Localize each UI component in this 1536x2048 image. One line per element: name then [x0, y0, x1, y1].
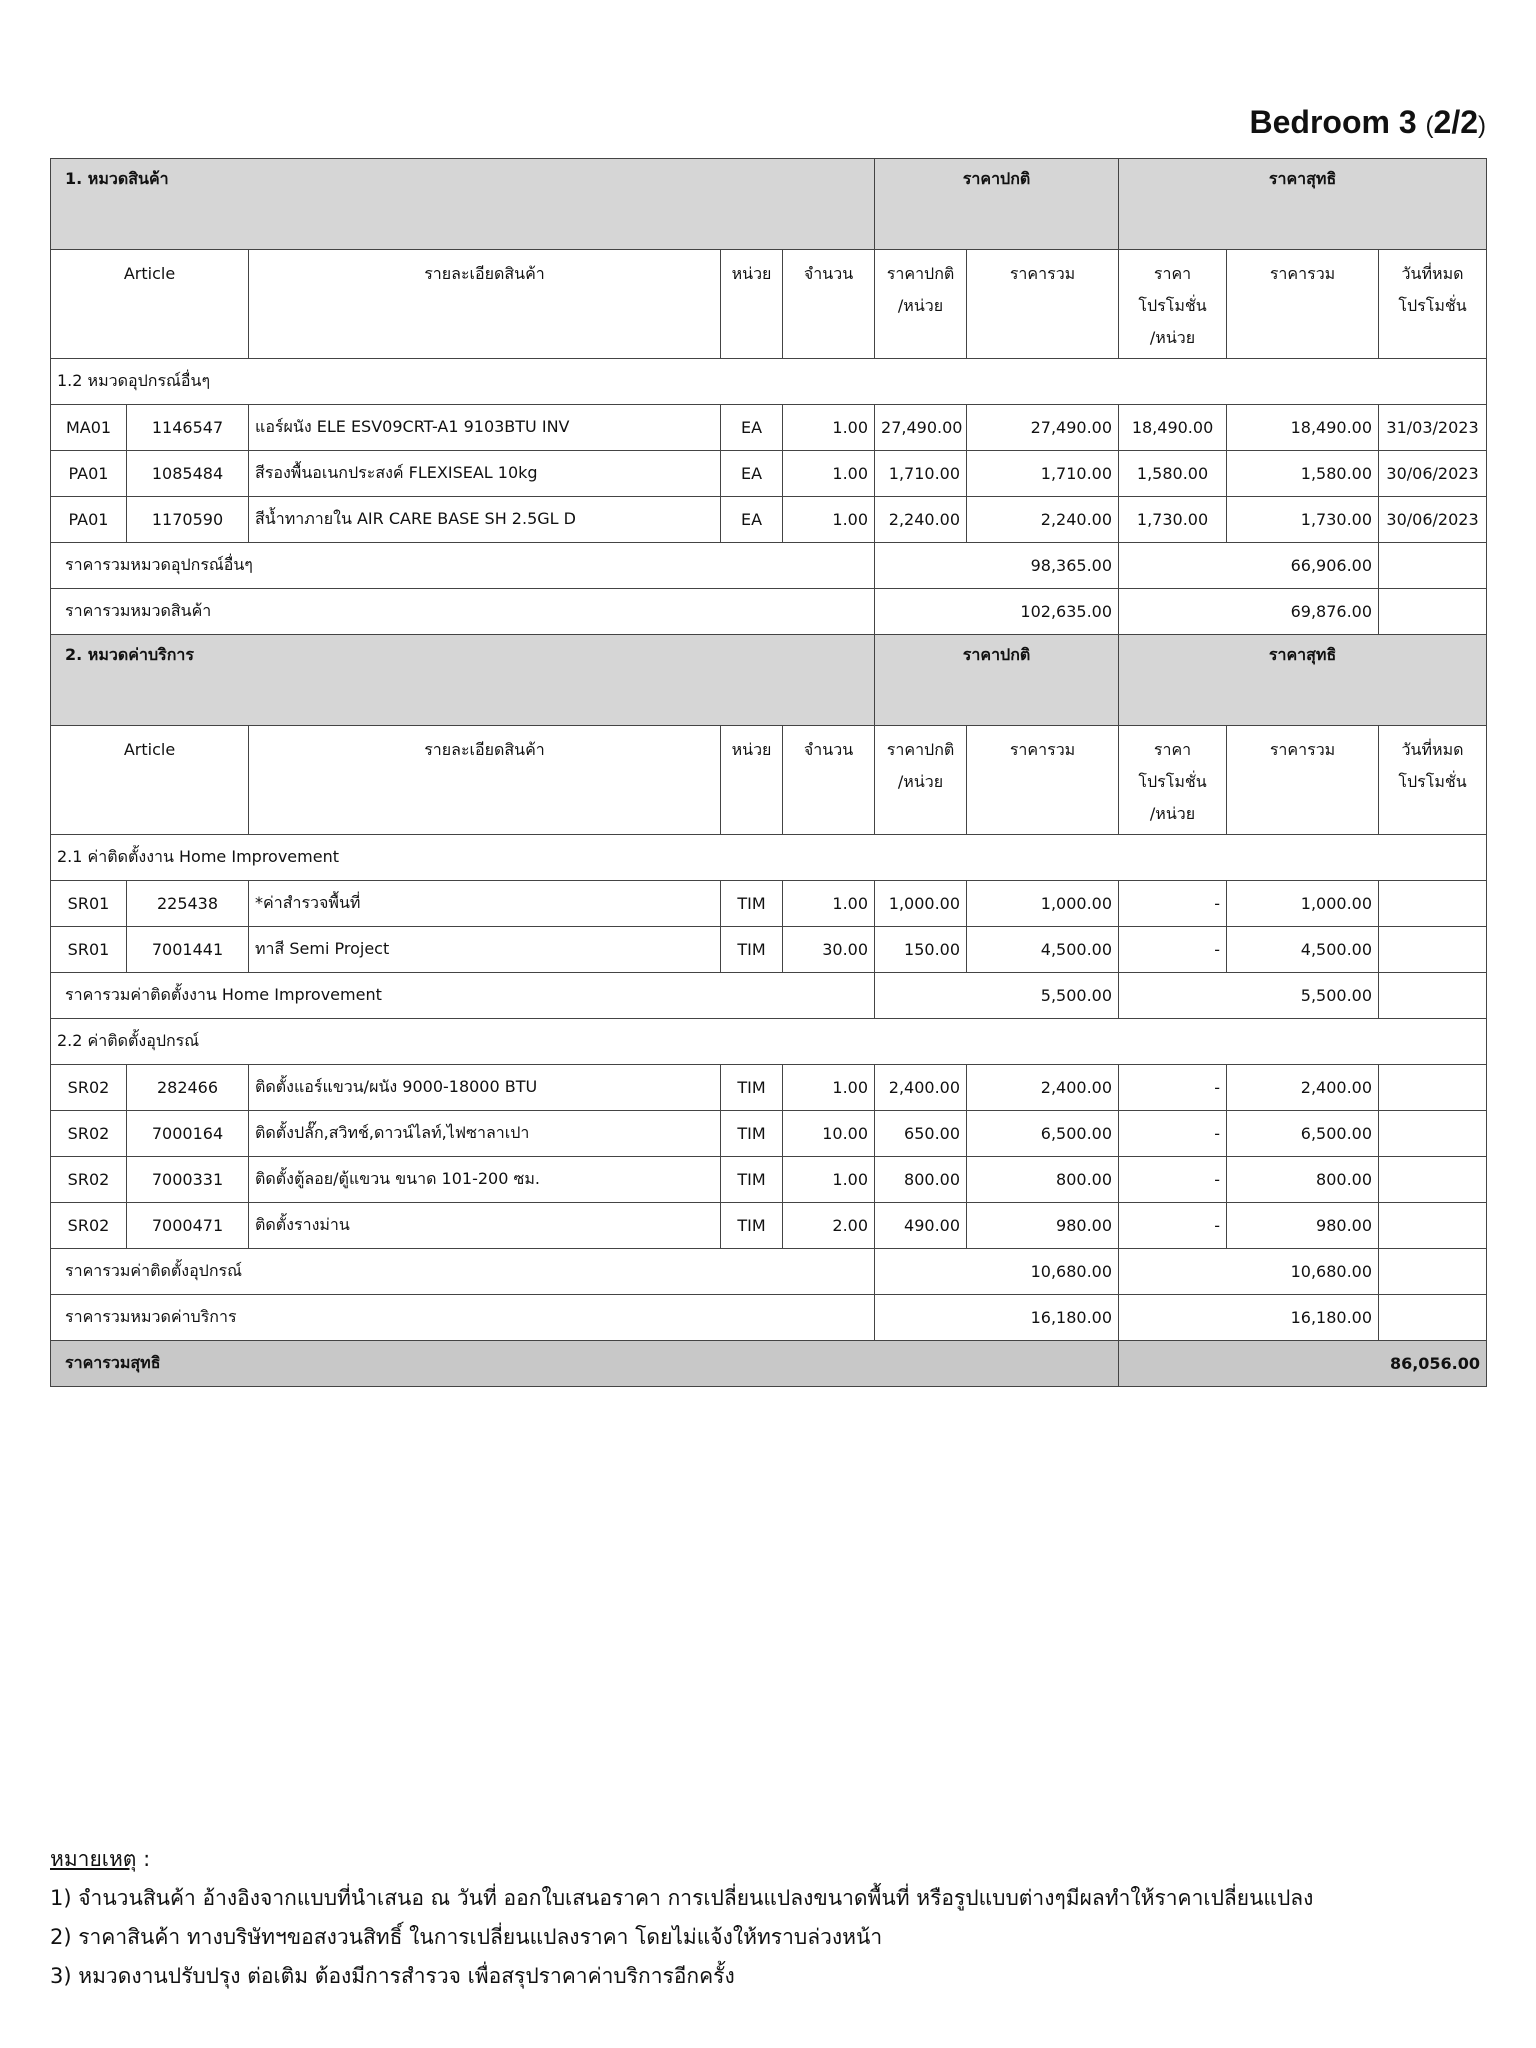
item-promo-total: 4,500.00 — [1227, 927, 1379, 973]
group-subtotal-net: 5,500.00 — [1119, 973, 1379, 1019]
col-unit-price-line2: /หน่วย — [897, 772, 944, 791]
group-subtotal — [51, 1249, 1487, 1295]
item-code: SR02 — [51, 1157, 127, 1203]
table-row — [51, 1065, 1487, 1111]
item-quantity: 2.00 — [783, 1203, 875, 1249]
col-unit: หน่วย — [721, 726, 783, 835]
group-subtotal-normal: 5,500.00 — [875, 973, 1119, 1019]
notes-heading-text: หมายเหตุ — [50, 1847, 137, 1871]
group-title-row — [51, 359, 1487, 405]
item-unit-price: 1,000.00 — [875, 881, 967, 927]
item-unit-price: 650.00 — [875, 1111, 967, 1157]
normal-price-header: ราคาปกติ — [875, 635, 1119, 726]
item-description: ติดตั้งตู้ลอย/ตู้แขวน ขนาด 101-200 ซม. — [249, 1157, 721, 1203]
col-total: ราคารวม — [967, 250, 1119, 359]
item-unit-price: 150.00 — [875, 927, 967, 973]
item-code: SR01 — [51, 881, 127, 927]
item-unit-price: 2,240.00 — [875, 497, 967, 543]
item-promo-end: 31/03/2023 — [1379, 405, 1487, 451]
col-unit-price-line1: ราคาปกติ — [886, 264, 955, 283]
item-total: 980.00 — [967, 1203, 1119, 1249]
item-code: SR02 — [51, 1065, 127, 1111]
col-quantity: จำนวน — [783, 726, 875, 835]
normal-price-header: ราคาปกติ — [875, 159, 1119, 250]
item-quantity: 1.00 — [783, 451, 875, 497]
item-promo-price: - — [1119, 927, 1227, 973]
group-subtotal-normal: 10,680.00 — [875, 1249, 1119, 1295]
item-promo-price: 1,580.00 — [1119, 451, 1227, 497]
table-row — [51, 405, 1487, 451]
notes-heading-colon: : — [136, 1847, 151, 1871]
item-promo-total: 1,730.00 — [1227, 497, 1379, 543]
item-quantity: 1.00 — [783, 497, 875, 543]
item-description: แอร์ผนัง ELE ESV09CRT-A1 9103BTU INV — [249, 405, 721, 451]
item-description: ติดตั้งรางม่าน — [249, 1203, 721, 1249]
item-promo-total: 2,400.00 — [1227, 1065, 1379, 1111]
item-description: ติดตั้งแอร์แขวน/ผนัง 9000-18000 BTU — [249, 1065, 721, 1111]
section-total-normal: 16,180.00 — [875, 1295, 1119, 1341]
col-promo-end-line1: วันที่หมด — [1401, 740, 1464, 759]
item-article: 1085484 — [127, 451, 249, 497]
net-price-header: ราคาสุทธิ — [1119, 159, 1487, 250]
quotation-table-body — [51, 159, 1487, 1387]
col-article: Article — [51, 726, 249, 835]
item-unit-price: 27,490.00 — [875, 405, 967, 451]
section-total-label: ราคารวมหมวดสินค้า — [51, 589, 875, 635]
item-total: 6,500.00 — [967, 1111, 1119, 1157]
item-article: 7001441 — [127, 927, 249, 973]
table-row — [51, 1157, 1487, 1203]
item-quantity: 10.00 — [783, 1111, 875, 1157]
item-promo-end — [1379, 927, 1487, 973]
item-total: 2,240.00 — [967, 497, 1119, 543]
group-subtotal-empty — [1379, 973, 1487, 1019]
item-promo-end — [1379, 1111, 1487, 1157]
item-promo-end — [1379, 881, 1487, 927]
item-promo-total: 18,490.00 — [1227, 405, 1379, 451]
item-quantity: 1.00 — [783, 405, 875, 451]
column-header-row — [51, 726, 1487, 835]
col-description: รายละเอียดสินค้า — [249, 250, 721, 359]
section-total-net: 69,876.00 — [1119, 589, 1379, 635]
item-promo-end — [1379, 1157, 1487, 1203]
col-promo-price — [1119, 726, 1227, 835]
item-total: 4,500.00 — [967, 927, 1119, 973]
item-total: 1,000.00 — [967, 881, 1119, 927]
item-promo-price: 18,490.00 — [1119, 405, 1227, 451]
item-quantity: 1.00 — [783, 1065, 875, 1111]
table-row — [51, 1111, 1487, 1157]
group-subtotal-net: 66,906.00 — [1119, 543, 1379, 589]
note-item: 2) ราคาสินค้า ทางบริษัทฯขอสงวนสิทธิ์ ในการเปลี่ยนแปลงราคา โดยไม่แจ้งให้ทราบล่วงหน้า — [50, 1925, 883, 1949]
item-promo-price: - — [1119, 881, 1227, 927]
section-total-label: ราคารวมหมวดค่าบริการ — [51, 1295, 875, 1341]
section-title: 2. หมวดค่าบริการ — [51, 635, 875, 726]
item-unit: TIM — [721, 1157, 783, 1203]
item-code: MA01 — [51, 405, 127, 451]
item-promo-price: - — [1119, 1111, 1227, 1157]
notes-heading — [50, 1840, 1313, 1879]
item-promo-total: 980.00 — [1227, 1203, 1379, 1249]
col-unit-price-line2: /หน่วย — [897, 296, 944, 315]
section-band — [51, 635, 1487, 726]
item-description: สีรองพื้นอเนกประสงค์ FLEXISEAL 10kg — [249, 451, 721, 497]
grand-total-row — [51, 1341, 1487, 1387]
item-promo-total: 6,500.00 — [1227, 1111, 1379, 1157]
group-subtotal — [51, 543, 1487, 589]
item-article: 1170590 — [127, 497, 249, 543]
col-unit: หน่วย — [721, 250, 783, 359]
item-unit-price: 490.00 — [875, 1203, 967, 1249]
col-total: ราคารวม — [967, 726, 1119, 835]
item-promo-price: - — [1119, 1157, 1227, 1203]
item-article: 282466 — [127, 1065, 249, 1111]
item-unit: EA — [721, 497, 783, 543]
col-description: รายละเอียดสินค้า — [249, 726, 721, 835]
item-total: 27,490.00 — [967, 405, 1119, 451]
item-code: SR02 — [51, 1203, 127, 1249]
column-header-row — [51, 250, 1487, 359]
item-total: 2,400.00 — [967, 1065, 1119, 1111]
item-article: 7000331 — [127, 1157, 249, 1203]
item-unit: TIM — [721, 927, 783, 973]
item-article: 7000164 — [127, 1111, 249, 1157]
item-code: SR01 — [51, 927, 127, 973]
item-quantity: 1.00 — [783, 1157, 875, 1203]
item-unit: TIM — [721, 881, 783, 927]
item-description: *ค่าสำรวจพื้นที่ — [249, 881, 721, 927]
item-quantity: 1.00 — [783, 881, 875, 927]
table-row — [51, 927, 1487, 973]
item-description: สีน้ำทาภายใน AIR CARE BASE SH 2.5GL D — [249, 497, 721, 543]
group-subtotal-label: ราคารวมหมวดอุปกรณ์อื่นๆ — [51, 543, 875, 589]
item-total: 1,710.00 — [967, 451, 1119, 497]
group-title: 2.2 ค่าติดตั้งอุปกรณ์ — [51, 1019, 1487, 1065]
item-promo-total: 1,580.00 — [1227, 451, 1379, 497]
page-title-text: Bedroom 3 — [1249, 104, 1417, 140]
page-paren-close: ) — [1478, 112, 1486, 139]
col-promo-price — [1119, 250, 1227, 359]
group-subtotal-net: 10,680.00 — [1119, 1249, 1379, 1295]
section-total — [51, 589, 1487, 635]
col-promo-end-line1: วันที่หมด — [1401, 264, 1464, 283]
item-unit-price: 1,710.00 — [875, 451, 967, 497]
item-article: 1146547 — [127, 405, 249, 451]
group-subtotal-label: ราคารวมค่าติดตั้งอุปกรณ์ — [51, 1249, 875, 1295]
col-promo-end-line2: โปรโมชั่น — [1398, 296, 1467, 315]
item-description: ทาสี Semi Project — [249, 927, 721, 973]
group-title: 2.1 ค่าติดตั้งงาน Home Improvement — [51, 835, 1487, 881]
item-promo-total: 800.00 — [1227, 1157, 1379, 1203]
item-code: PA01 — [51, 497, 127, 543]
section-title: 1. หมวดสินค้า — [51, 159, 875, 250]
section-band — [51, 159, 1487, 250]
item-quantity: 30.00 — [783, 927, 875, 973]
section-total-net: 16,180.00 — [1119, 1295, 1379, 1341]
note-item: 1) จำนวนสินค้า อ้างอิงจากแบบที่นำเสนอ ณ วันที่ ออกใบเสนอราคา การเปลี่ยนแปลงขนาดพื้นที่ หรือรูปแบบต่างๆมีผลทำให้ราคาเปลี่ยนแปลง — [50, 1886, 1314, 1910]
col-promo-end-line2: โปรโมชั่น — [1398, 772, 1467, 791]
item-unit: EA — [721, 405, 783, 451]
item-promo-price: 1,730.00 — [1119, 497, 1227, 543]
item-article: 225438 — [127, 881, 249, 927]
item-promo-end — [1379, 1203, 1487, 1249]
group-subtotal-label: ราคารวมค่าติดตั้งงาน Home Improvement — [51, 973, 875, 1019]
page-paren-open: ( — [1425, 112, 1434, 139]
section-total-empty — [1379, 589, 1487, 635]
item-promo-price: - — [1119, 1065, 1227, 1111]
group-subtotal — [51, 973, 1487, 1019]
section-total-normal: 102,635.00 — [875, 589, 1119, 635]
grand-total-label: ราคารวมสุทธิ — [51, 1341, 1119, 1387]
note-item: 3) หมวดงานปรับปรุง ต่อเติม ต้องมีการสำรวจ เพื่อสรุปราคาค่าบริการอีกครั้ง — [50, 1964, 735, 1988]
item-code: SR02 — [51, 1111, 127, 1157]
col-unit-price — [875, 726, 967, 835]
group-subtotal-empty — [1379, 543, 1487, 589]
group-subtotal-empty — [1379, 1249, 1487, 1295]
item-promo-end: 30/06/2023 — [1379, 451, 1487, 497]
net-price-header: ราคาสุทธิ — [1119, 635, 1487, 726]
col-promo-total: ราคารวม — [1227, 726, 1379, 835]
item-unit: TIM — [721, 1111, 783, 1157]
col-promo-price-line3: /หน่วย — [1149, 804, 1196, 823]
quotation-table — [50, 158, 1487, 1387]
col-promo-price-line1: ราคา — [1153, 264, 1192, 283]
table-row — [51, 497, 1487, 543]
item-description: ติดตั้งปลั๊ก,สวิทช์,ดาวน์ไลท์,ไฟซาลาเปา — [249, 1111, 721, 1157]
col-promo-price-line2: โปรโมชั่น — [1138, 772, 1207, 791]
group-title-row — [51, 835, 1487, 881]
table-row — [51, 881, 1487, 927]
group-subtotal-normal: 98,365.00 — [875, 543, 1119, 589]
item-unit-price: 2,400.00 — [875, 1065, 967, 1111]
item-unit: EA — [721, 451, 783, 497]
col-promo-price-line2: โปรโมชั่น — [1138, 296, 1207, 315]
item-promo-end: 30/06/2023 — [1379, 497, 1487, 543]
table-row — [51, 451, 1487, 497]
table-row — [51, 1203, 1487, 1249]
col-promo-end — [1379, 250, 1487, 359]
section-total — [51, 1295, 1487, 1341]
item-unit: TIM — [721, 1065, 783, 1111]
col-promo-price-line3: /หน่วย — [1149, 328, 1196, 347]
grand-total-value: 86,056.00 — [1119, 1341, 1487, 1387]
col-promo-end — [1379, 726, 1487, 835]
item-code: PA01 — [51, 451, 127, 497]
col-quantity: จำนวน — [783, 250, 875, 359]
item-unit-price: 800.00 — [875, 1157, 967, 1203]
notes — [50, 1840, 1313, 1996]
item-promo-total: 1,000.00 — [1227, 881, 1379, 927]
page-title — [1249, 104, 1486, 141]
group-title: 1.2 หมวดอุปกรณ์อื่นๆ — [51, 359, 1487, 405]
item-article: 7000471 — [127, 1203, 249, 1249]
col-unit-price — [875, 250, 967, 359]
item-unit: TIM — [721, 1203, 783, 1249]
item-total: 800.00 — [967, 1157, 1119, 1203]
item-promo-end — [1379, 1065, 1487, 1111]
col-article: Article — [51, 250, 249, 359]
col-unit-price-line1: ราคาปกติ — [886, 740, 955, 759]
group-title-row — [51, 1019, 1487, 1065]
section-total-empty — [1379, 1295, 1487, 1341]
col-promo-total: ราคารวม — [1227, 250, 1379, 359]
page-number: 2/2 — [1433, 104, 1478, 140]
item-promo-price: - — [1119, 1203, 1227, 1249]
col-promo-price-line1: ราคา — [1153, 740, 1192, 759]
